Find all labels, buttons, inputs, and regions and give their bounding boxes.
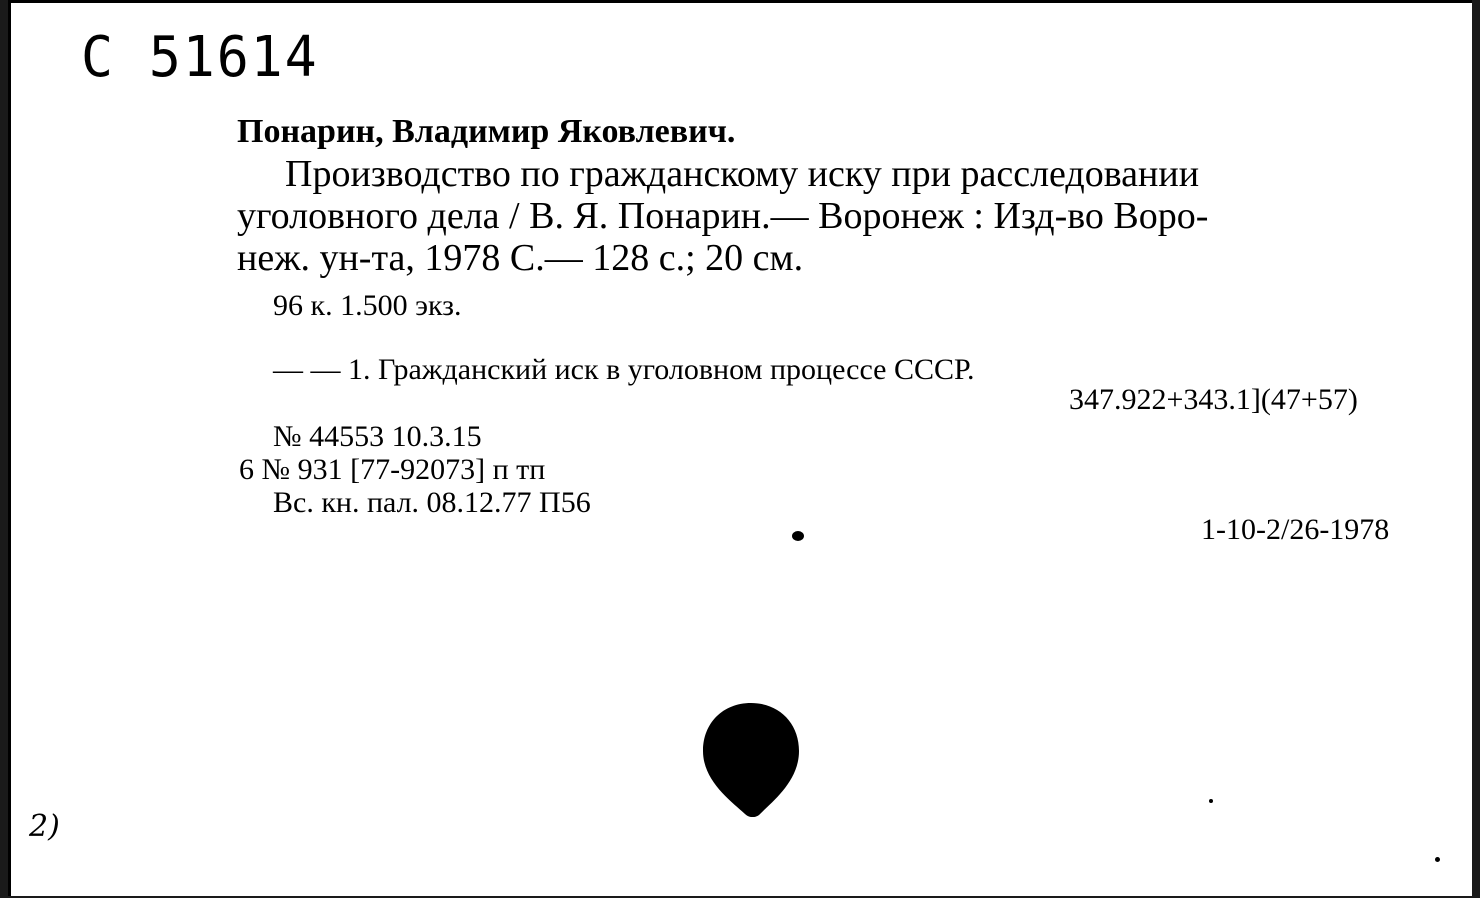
price-copies: 96 к. 1.500 экз.: [273, 289, 462, 322]
catalog-card: [8, 0, 1472, 896]
title-line-1: Производство по гражданскому иску при расследовании: [285, 153, 1200, 195]
ink-speck: [792, 531, 804, 541]
order-number: 6 № 931 [77-92073] п тп: [239, 453, 546, 486]
ink-speck: [1209, 799, 1213, 803]
handwritten-note: 2): [29, 809, 60, 844]
catalog-code: 1-10-2/26-1978: [1201, 513, 1390, 546]
title-description: [237, 153, 1412, 279]
author-heading: Понарин, Владимир Яковлевич.: [237, 113, 736, 150]
punch-hole: [703, 701, 799, 817]
shelf-mark: С 51614: [81, 25, 319, 90]
title-line-3: неж. ун-та, 1978 С.— 128 с.; 20 см.: [237, 237, 804, 279]
record-number: № 44553 10.3.15: [273, 420, 482, 453]
title-line-2: уголовного дела / В. Я. Понарин.— Воронеж : Изд-во Воро-: [237, 195, 1209, 237]
subject-entry: — — 1. Гражданский иск в уголовном процессе СССР.: [273, 353, 975, 386]
ink-speck: [1435, 857, 1440, 862]
classification-index: 347.922+343.1](47+57): [1069, 383, 1358, 416]
book-chamber-stamp: Вс. кн. пал. 08.12.77 П56: [273, 486, 591, 519]
